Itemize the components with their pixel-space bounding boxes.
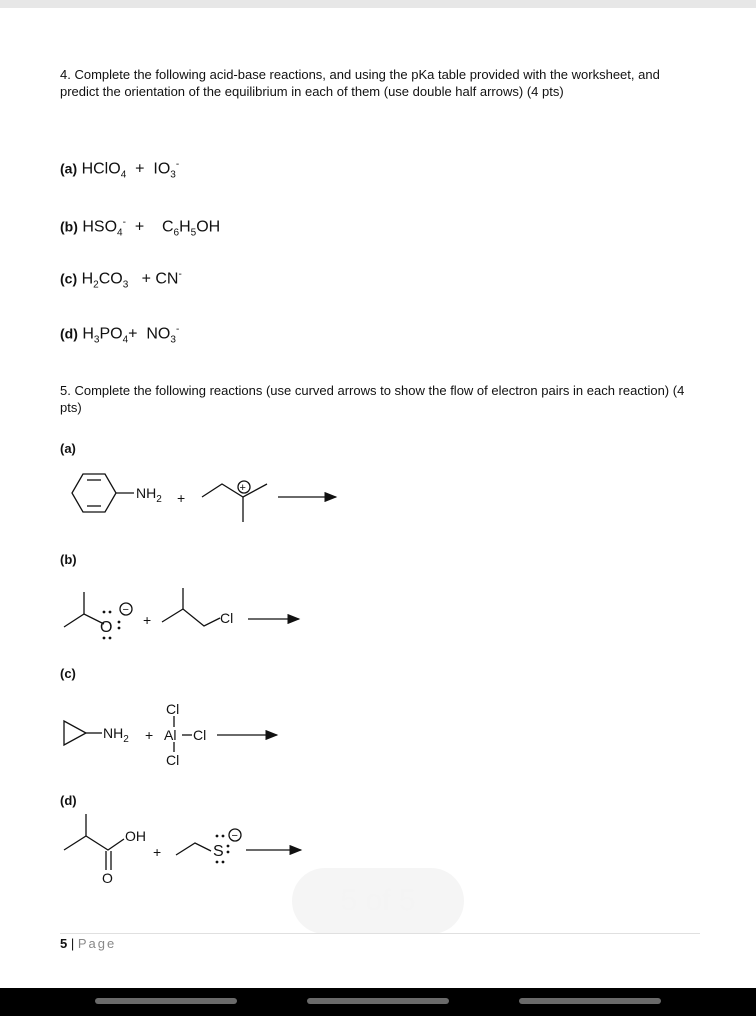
page-counter-overlay: 5 of 5 [292,868,464,934]
carbocation-chain [202,484,267,497]
nav-handle-right[interactable] [519,998,661,1004]
alkoxide-chain [64,614,104,627]
navigation-bar [0,988,756,1016]
label-5a: (a) [60,441,76,456]
plus-d: + [153,844,162,860]
reaction-4b: (b) $HSO_4^-$ + $C_6H_5OH$ [60,217,221,239]
chlorine-b: Cl [220,610,234,626]
oxygen-atom-b: O [100,619,113,636]
positive-charge: + [239,482,246,494]
negative-charge-d: − [231,830,238,842]
label-4c: (c) [60,270,78,287]
label-5d: (d) [60,793,77,808]
plus-b: + [143,612,152,628]
question-4-text: 4. Complete the following acid-base reactions, and using the pKa table provided with the worksheet, and predict the orientation of the equilibrium in each of them (use double half arrows) (4 pts) [60,67,660,99]
cyclopropane-ring [64,721,86,745]
reaction-4d: (d) $H_3PO_4+ NO_3^-$ [60,324,180,346]
nav-handle-center[interactable] [307,998,449,1004]
chlorine-top: Cl [166,701,180,717]
page-word: Page [77,936,117,951]
hydroxyl-group: OH [125,828,146,844]
label-5c: (c) [60,666,76,681]
chlorine-right: Cl [193,727,207,743]
carbonyl-oxygen: O [102,870,113,886]
label-4d: (d) [60,325,78,342]
question-5-text: 5. Complete the following reactions (use curved arrows to show the flow of electron pairs in each reaction) (4 pts) [60,383,685,415]
page-footer [60,936,116,951]
thiolate-chain [176,843,211,855]
nav-handle-left[interactable] [95,998,237,1004]
plus-c: + [145,727,154,743]
plus-a: + [177,490,186,506]
aluminum-atom: Al [164,727,177,743]
footer-divider [60,933,700,934]
label-4b: (b) [60,218,78,235]
alkyl-chloride-chain [162,609,220,626]
footer-separator: | [70,936,75,951]
chlorine-bottom: Cl [166,752,180,768]
label-4a: (a) [60,160,78,177]
label-5b: (b) [60,552,77,567]
sulfur-atom: S [213,843,224,860]
acid-chain [64,836,124,850]
reaction-4a: (a) HClO$_4$ + $IO_3^-$ [60,159,180,181]
nh2-group-c: $NH_2$ [103,725,129,745]
negative-charge-b: − [122,604,129,616]
reaction-4c: (c) $H_2CO_3 + CN^-$ [60,269,182,291]
page-number: 5 [60,936,68,951]
nh2-group-a: $NH_2$ [136,485,162,505]
